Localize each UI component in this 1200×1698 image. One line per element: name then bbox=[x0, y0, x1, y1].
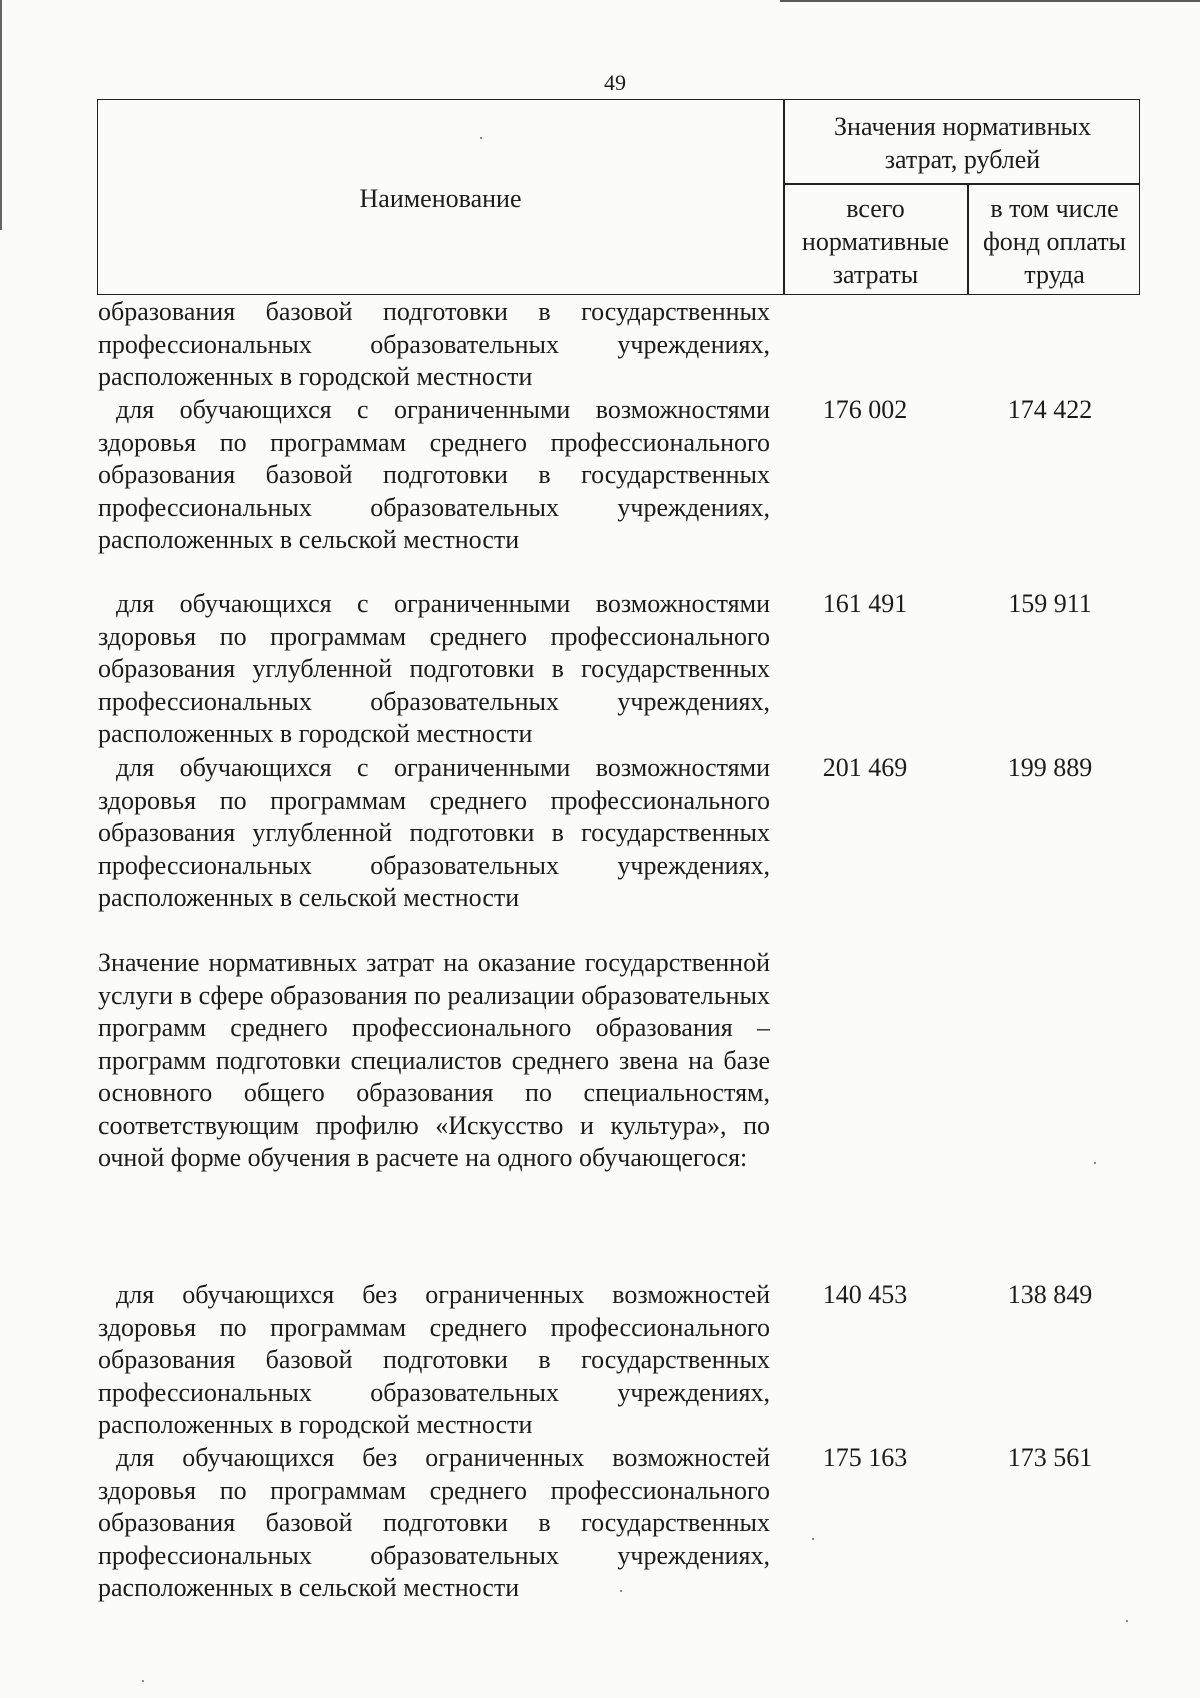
scan-speck bbox=[1094, 1162, 1096, 1164]
column-header-total: всего нормативные затраты bbox=[801, 194, 950, 289]
scan-speck bbox=[1126, 1620, 1128, 1622]
payroll-fund-value: 199 889 bbox=[1007, 753, 1093, 782]
row-name: для обучающихся с ограниченными возможностями здоровья по программам среднего профессионального образования углубленной подготовки в государственных профессиональных образовательных учреждениях, расположенных в сельской местности bbox=[98, 753, 770, 912]
payroll-fund-value: 173 561 bbox=[1007, 1443, 1093, 1472]
table-header bbox=[97, 99, 1140, 295]
scan-speck bbox=[620, 1590, 622, 1592]
payroll-fund-value: 174 422 bbox=[1007, 395, 1093, 424]
scan-edge bbox=[780, 0, 1200, 2]
payroll-fund-value: 159 911 bbox=[1008, 589, 1092, 618]
scan-edge bbox=[0, 0, 2, 230]
scan-speck bbox=[480, 137, 482, 139]
column-header-name: Наименование bbox=[359, 184, 522, 213]
total-cost-value: 140 453 bbox=[822, 1280, 908, 1309]
table-row bbox=[98, 296, 770, 394]
total-cost-value: 161 491 bbox=[822, 589, 908, 618]
total-cost-value: 176 002 bbox=[822, 395, 908, 424]
total-cost-value: 175 163 bbox=[822, 1443, 908, 1472]
table-row bbox=[98, 394, 770, 557]
row-name: для обучающихся без ограниченных возможностей здоровья по программам среднего профессионального образования базовой подготовки в государственных профессиональных образовательных учреждениях, расположенных в городской местности bbox=[98, 1280, 770, 1439]
table-row bbox=[98, 1442, 770, 1605]
column-header-fot: в том числе фонд оплаты труда bbox=[982, 194, 1127, 289]
column-header-values: Значения нормативных затрат, рублей bbox=[834, 112, 1091, 174]
section-heading: Значение нормативных затрат на оказание государственной услуги в сфере образования по реализации образовательных программ среднего профессионального образования – программ подготовки специалистов среднего звена на базе основного общего образования по специальностям, соответствующим профилю «Искусство и культура», по очной форме обучения в расчете на одного обучающегося: bbox=[98, 948, 770, 1172]
total-cost-value: 201 469 bbox=[822, 753, 908, 782]
table-row bbox=[98, 1279, 770, 1442]
page-number: 49 bbox=[604, 70, 626, 95]
row-name: для обучающихся с ограниченными возможностями здоровья по программам среднего профессионального образования углубленной подготовки в государственных профессиональных образовательных учреждениях, расположенных в городской местности bbox=[98, 589, 770, 748]
scan-speck bbox=[142, 1680, 144, 1682]
row-name: образования базовой подготовки в государственных профессиональных образовательных учреждениях, расположенных в городской местности bbox=[98, 297, 770, 391]
row-name: для обучающихся без ограниченных возможностей здоровья по программам среднего профессионального образования базовой подготовки в государственных профессиональных образовательных учреждениях, расположенных в сельской местности bbox=[98, 1443, 770, 1602]
payroll-fund-value: 138 849 bbox=[1007, 1280, 1093, 1309]
row-name: для обучающихся с ограниченными возможностями здоровья по программам среднего профессионального образования базовой подготовки в государственных профессиональных образовательных учреждениях, расположенных в сельской местности bbox=[98, 395, 770, 554]
scan-speck bbox=[812, 1538, 814, 1540]
table-row bbox=[98, 588, 770, 751]
table-row-section-heading bbox=[98, 947, 770, 1175]
table-row bbox=[98, 752, 770, 915]
